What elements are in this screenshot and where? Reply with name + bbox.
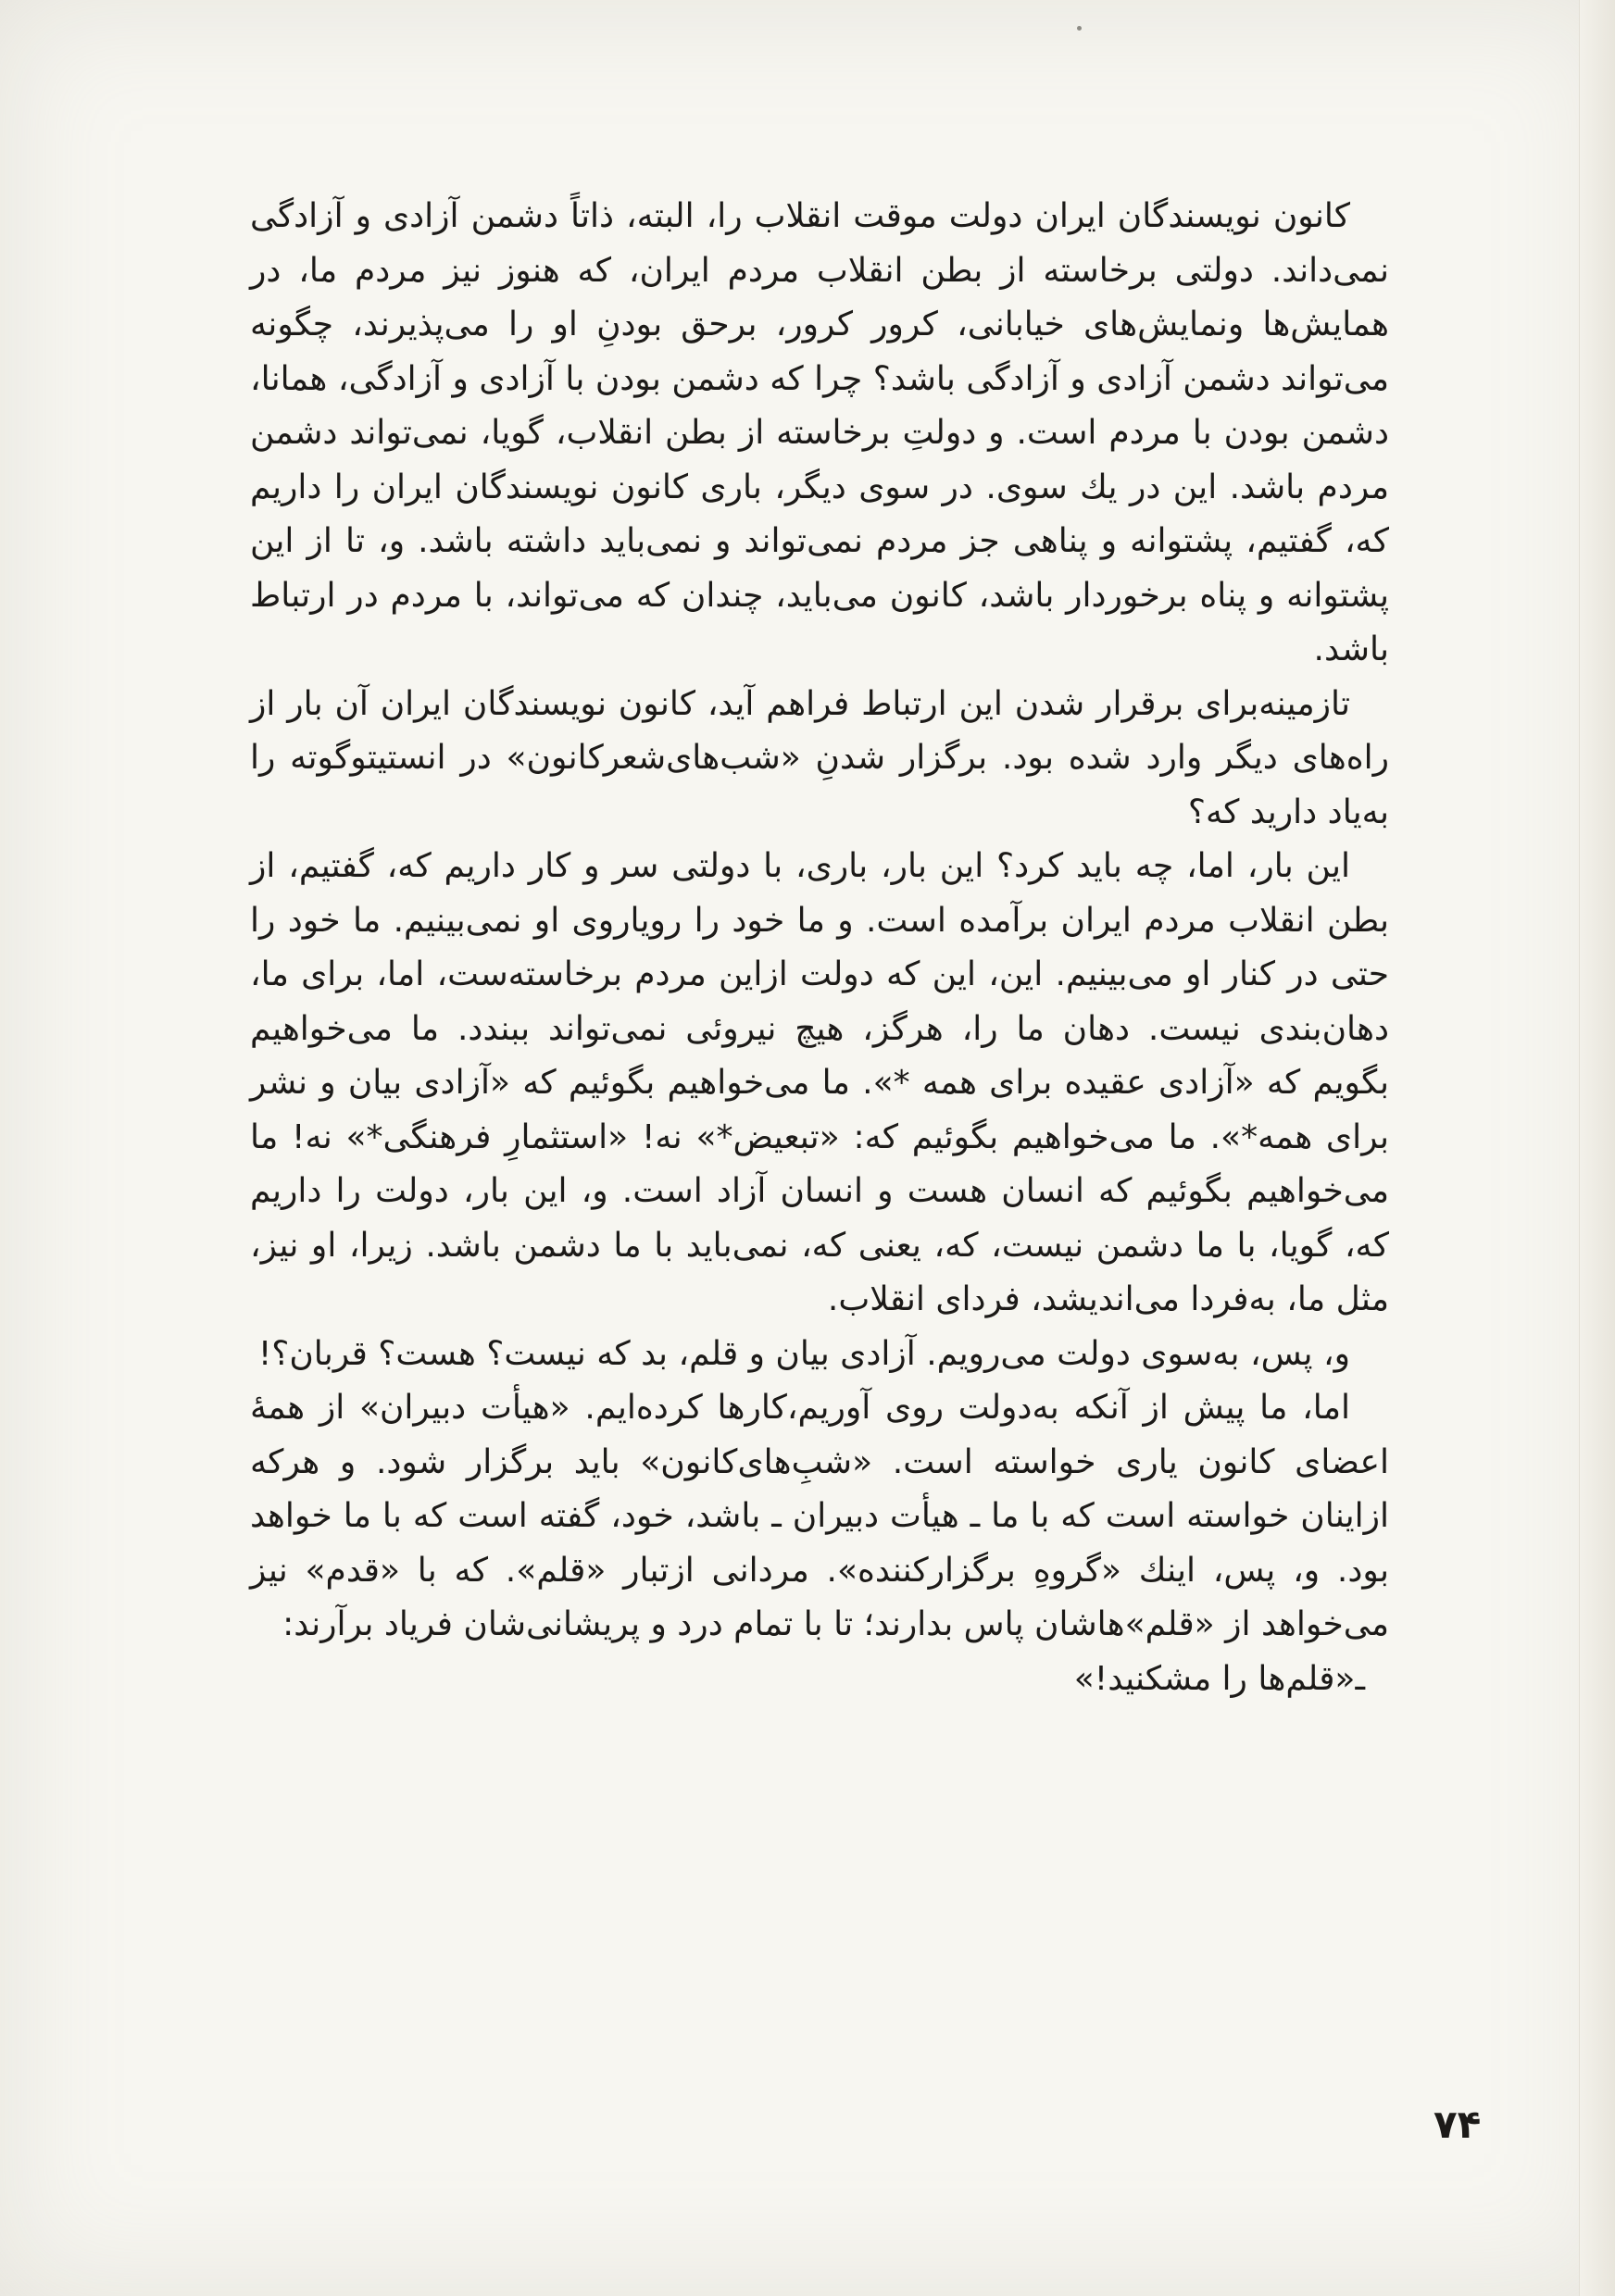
paragraph-4: و، پس، به‌سوی دولت می‌رویم. آزادی بیان و قلم، بد که نیست؟ هست؟ قربان؟!: [257, 1334, 1350, 1373]
paragraph-5: اما، ما پیش از آنکه به‌دولت روی آوریم،کارها کرده‌ایم. «هیأت دبیران» از همهٔ اعضای کانون یاری خواسته است. «شبِ‌های‌کانون» باید برگزار شود. و هرکه ازاینان خواسته است که با ما ـ هیأت دبیران ـ باشد، خود، گفته است که با ما خواهد بود. و، پس، اینك «گروهِ برگزارکننده». مردانی ازتبار «قلم». که با «قدم» نیز می‌خواهد از «قلم»هاشان پاس بدارند؛ تا با تمام درد و پریشانی‌شان فریاد برآرند:: [250, 1389, 1389, 1643]
paragraph-2: تازمینه‌برای برقرار شدن این ارتباط فراهم آید، کانون نویسندگان ایران آن بار از راه‌های دیگر وارد شده بود. برگزار شدنِ «شب‌های‌شعرکانون» در انستیتوگوته را به‌یاد دارید که؟: [250, 684, 1389, 831]
page-number: ۷۴: [1433, 2102, 1482, 2147]
closing-quote: ـ«قلم‌ها را مشکنید!»: [1073, 1659, 1365, 1698]
body-text: [250, 190, 1389, 1706]
paragraph-1: کانون نویسندگان ایران دولت موقت انقلاب را، البته، ذاتاً دشمن آزادی و آزادگی نمی‌داند. دولتی برخاسته از بطن انقلاب مردم ایران، که هنوز نیز مردم ما، در همایش‌ها ونمایش‌های خیابانی، کرور کرور، برحق بودنِ او را می‌پذیرند، چگونه می‌تواند دشمن آزادی و آزادگی باشد؟ چرا که دشمن بودن با آزادی و آزادگی، همانا، دشمن بودن با مردم است. و دولتِ برخاسته از بطن انقلاب، گویا، نمی‌تواند دشمن مردم باشد. این در یك سوی. در سوی دیگر، باری کانون نویسندگان ایران را داریم که، گفتیم، پشتوانه و پناهی جز مردم نمی‌تواند و نمی‌باید داشته باشد. و، تا از این پشتوانه و پناه برخوردار باشد، کانون می‌باید، چندان که می‌تواند، با مردم در ارتباط باشد.: [250, 197, 1389, 668]
scan-speck: [1077, 26, 1082, 31]
paragraph-3: این بار، اما، چه باید کرد؟ این بار، باری، با دولتی سر و کار داریم که، گفتیم، از بطن انقلاب مردم ایران برآمده است. و ما خود را رویاروی او نمی‌بینیم. ما خود را حتی در کنار او می‌بینیم. این، این که دولت ازاین مردم برخاسته‌ست، اما، برای ما، دهان‌بندی نیست. دهان ما را، هرگز، هیچ نیروئی نمی‌تواند ببندد. ما می‌خواهیم بگویم که «آزادی عقیده برای همه *». ما می‌خواهیم بگوئیم که «آزادی بیان و نشر برای همه*». ما می‌خواهیم بگوئیم که: «تبعیض*» نه! «استثمارِ فرهنگی*» نه! ما می‌خواهیم بگوئیم که انسان هست و انسان آزاد است. و، این بار، دولت را داریم که، گویا، با ما دشمن نیست، که، یعنی که، نمی‌باید با ما دشمن باشد. زیرا، او نیز، مثل ما، به‌فردا می‌اندیشد، فردای انقلاب.: [250, 847, 1389, 1318]
page-edge: [1579, 0, 1615, 2296]
